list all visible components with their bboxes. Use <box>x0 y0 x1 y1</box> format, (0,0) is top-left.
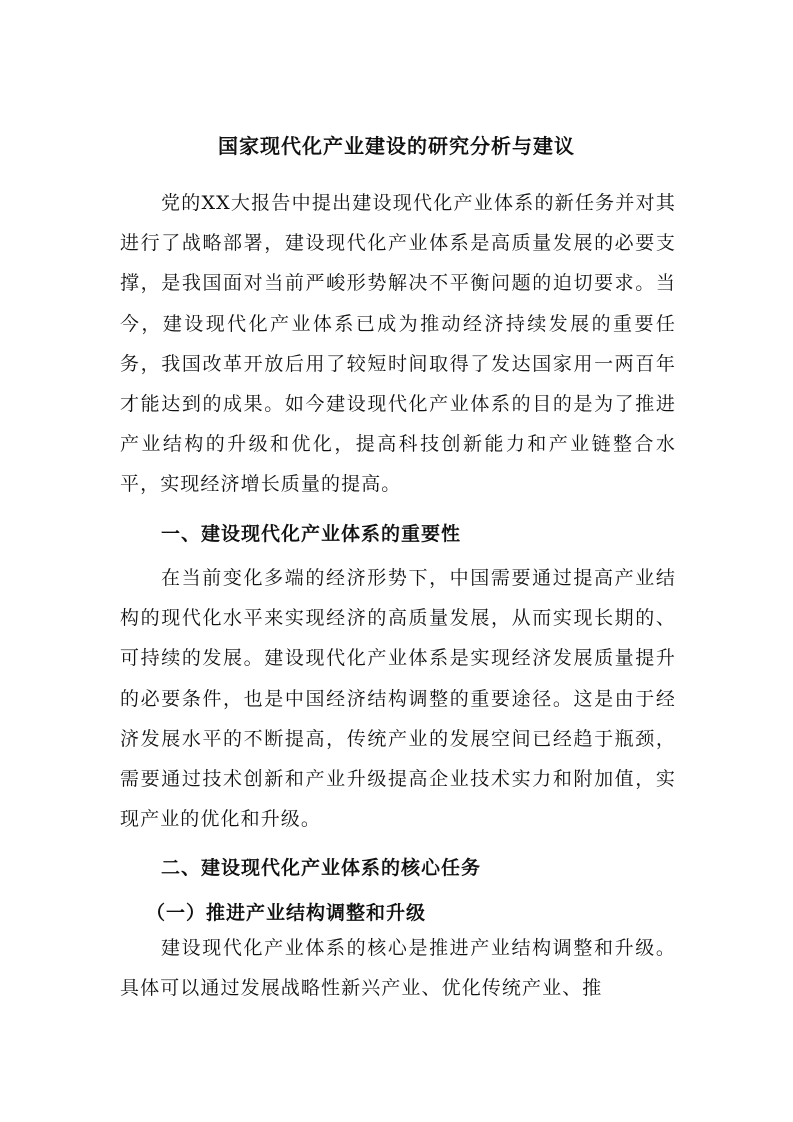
intro-paragraph: 党的XX大报告中提出建设现代化产业体系的新任务并对其进行了战略部署，建设现代化产业体系是高质量发展的必要支撑，是我国面对当前严峻形势解决不平衡问题的迫切要求。当今，建设现代化产业体系已成为推动经济持续发展的重要任务，我国改革开放后用了较短时间取得了发达国家用一两百年才能达到的成果。如今建设现代化产业体系的目的是为了推进产业结构的升级和优化，提高科技创新能力和产业链整合水平，实现经济增长质量的提高。 <box>120 192 676 496</box>
subsection-1-paragraph: 建设现代化产业体系的核心是推进产业结构调整和升级。具体可以通过发展战略性新兴产业、优化传统产业、推 <box>120 937 676 1000</box>
document-title: 国家现代化产业建设的研究分析与建议 <box>218 134 575 158</box>
section-1-paragraph: 在当前变化多端的经济形势下，中国需要通过提高产业结构的现代化水平来实现经济的高质量发展，从而实现长期的、可持续的发展。建设现代化产业体系是实现经济发展质量提升的必要条件，也是中国经济结构调整的重要途径。这是由于经济发展水平的不断提高，传统产业的发展空间已经趋于瓶颈，需要通过技术创新和产业升级提高企业技术实力和附加值，实现产业的优化和升级。 <box>120 567 676 831</box>
section-1-heading: 一、建设现代化产业体系的重要性 <box>161 523 462 545</box>
section-2-heading: 二、建设现代化产业体系的核心任务 <box>161 857 482 879</box>
subsection-1-heading: （一）推进产业结构调整和升级 <box>146 902 427 924</box>
